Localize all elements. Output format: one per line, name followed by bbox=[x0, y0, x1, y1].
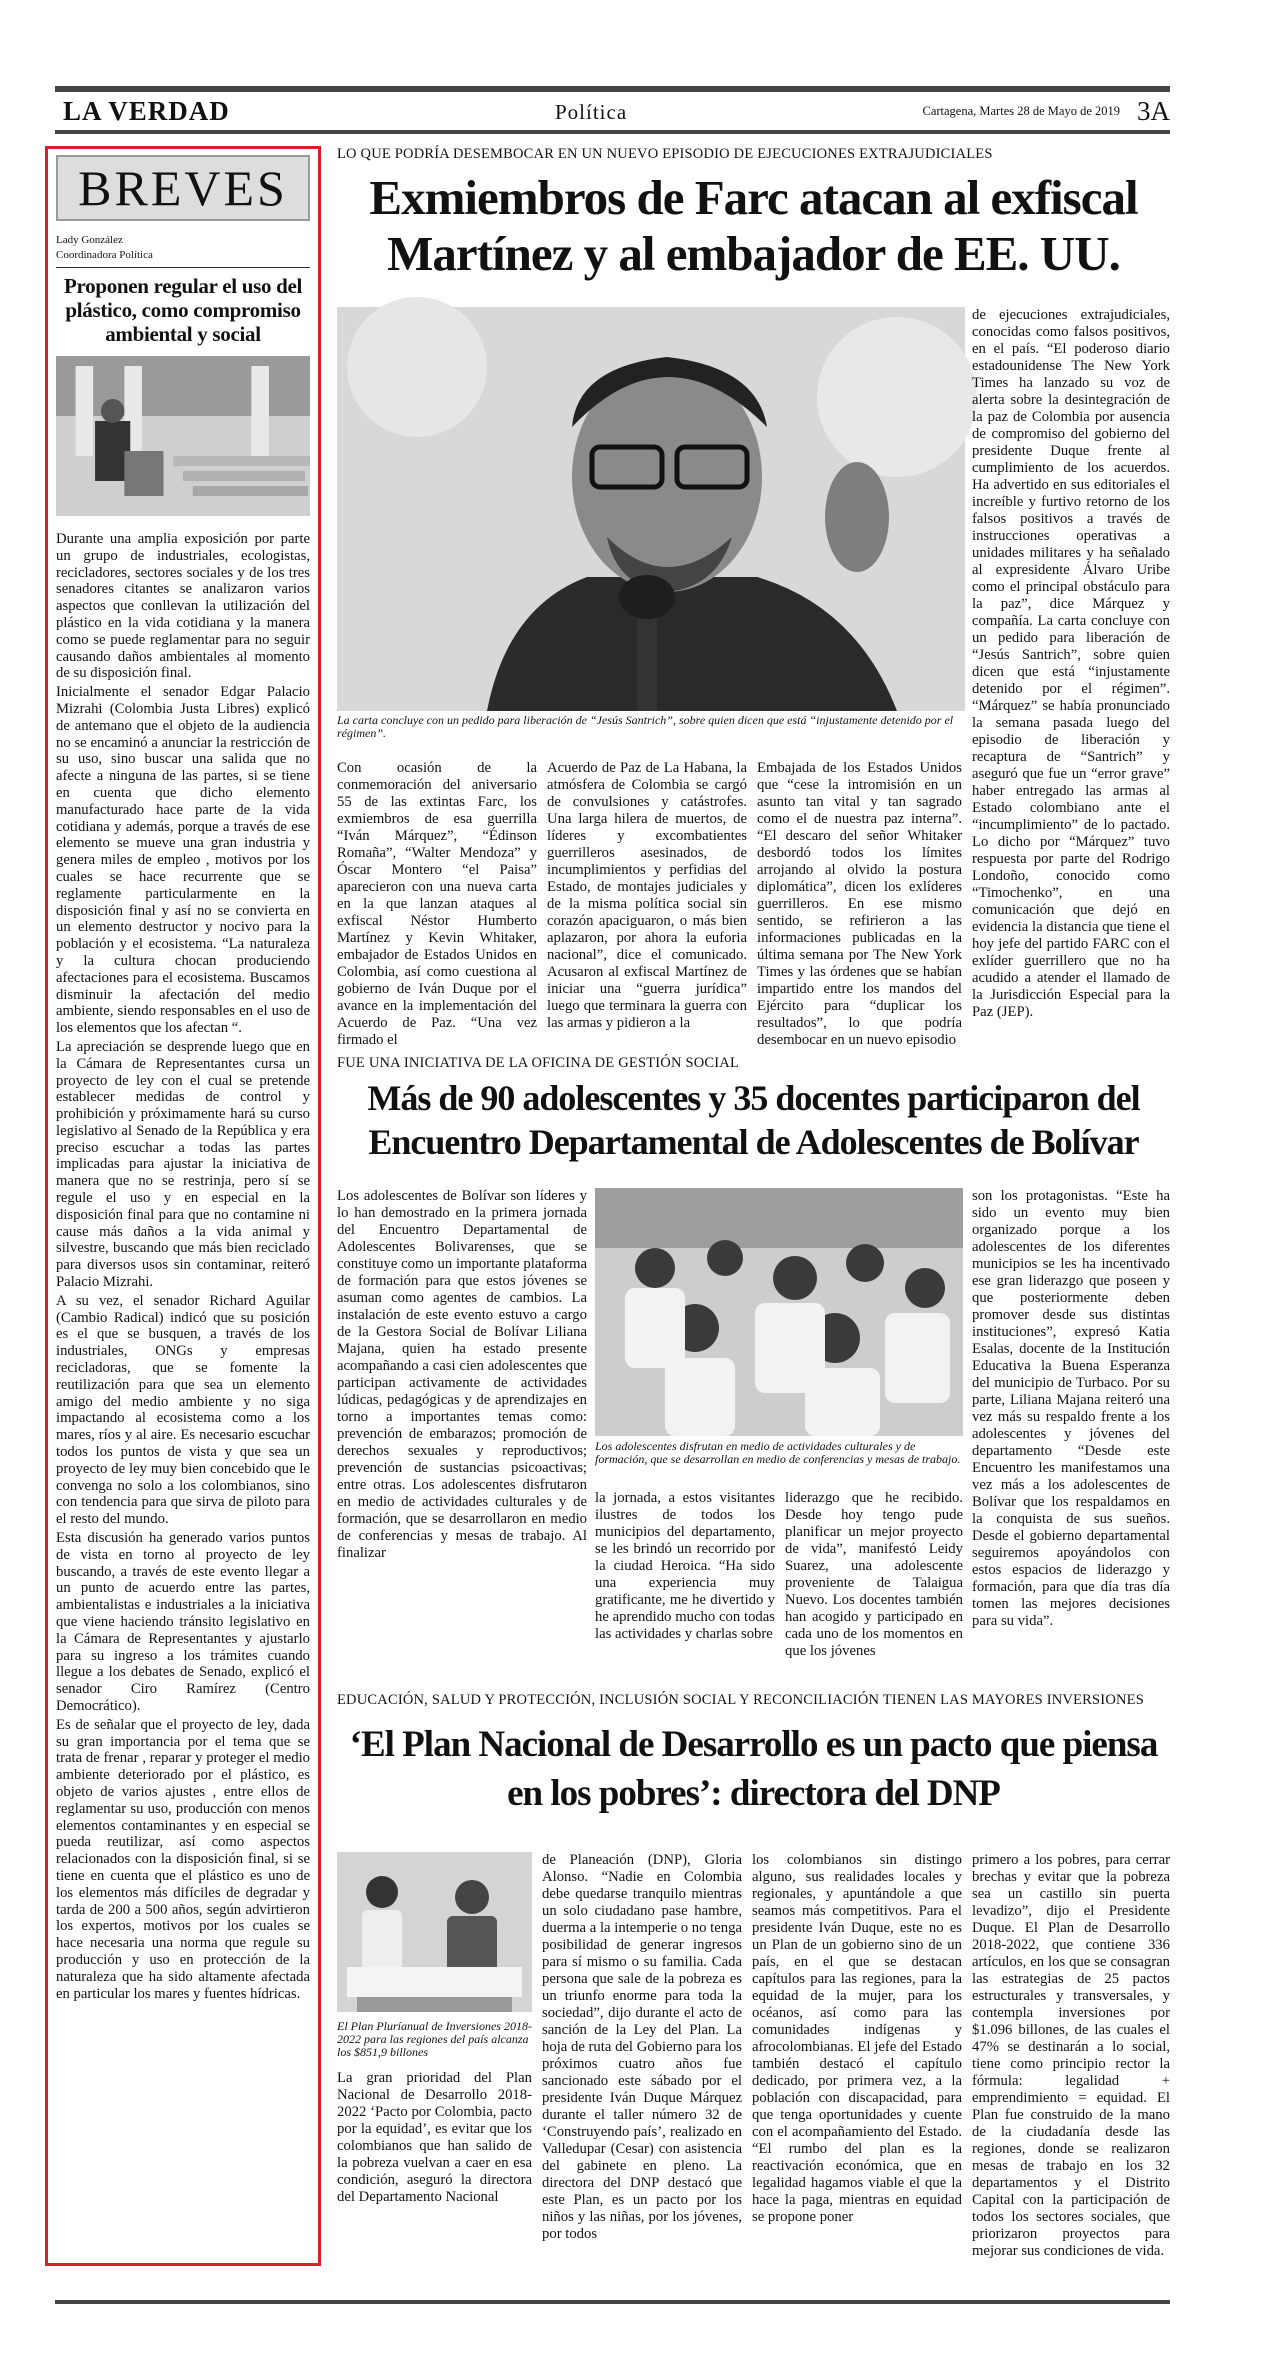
story3-column: los colombianos sin distingo alguno, sus realidades locales y regionales, y apuntándole a que seamos más competitivos. Para el presidente Iván Duque, este no es un Plan de un gobierno sino de un país, en el que se destacan capítulos para las regiones, para la equidad de la mujer, para los océanos, así como para las comunidades indígenas y afrocolombianas. El jefe del Estado también destacó el capítulo dedicado, por primera vez, a la población con discapacidad, para que tenga oportunidades y cuente con el acompañamiento del Estado. “El rumbo del plan es la reactivación económica, que en legalidad hagamos viable el que la hace la paga, mientras en equidad se propone poner bbox=[752, 1852, 962, 2225]
sidebar-paragraph: Inicialmente el senador Edgar Palacio Mizrahi (Colombia Justa Libres) explicó de antemano que el objeto de la audiencia no se encaminó a anunciar la restricción de su uso, sino buscar una salida que no afecte a ninguna de las partes, si se tiene en cuenta que dicho elemento manufacturado hace parte de la vida cotidiana y además, porque a través de ese elemento se mueve una gran industria y genera miles de empleo , motivos por los cuales se hace recurrente que se reglamente particularmente en la disposición final y así no se convierta en un elemento destructor y nocivo para la población y el ecosistema. “La naturaleza y la cultura chocan produciendo afectaciones para el ecosistema. Buscamos disminuir la afectación del medio ambiente, siendo responsables en el uso de los elementos que los afectan “. bbox=[56, 684, 310, 1037]
dnp-photo bbox=[337, 1852, 532, 2012]
sidebar-paragraph: Esta discusión ha generado varios puntos de vista en torno al proyecto de ley buscando, a través de este evento llegar a un punto de acuerdo entre las partes, ambientalistas e industriales a la iniciativa que viene haciendo tránsito legislativo en la Cámara de Representantes y ajustarlo para su ingreso a los trámites cuando llegue a los debates de Senado, explicó el senador Ciro Ramírez (Centro Democrático). bbox=[56, 1530, 310, 1714]
story2-kicker-wrap bbox=[337, 1055, 1170, 1072]
dateline: Cartagena, Martes 28 de Mayo de 2019 bbox=[922, 104, 1120, 118]
story-farc-kicker-wrap bbox=[337, 146, 1170, 163]
sidebar-paragraph: A su vez, el senador Richard Aguilar (Cambio Radical) indicó que su posición es el que se busquen, a través de los industriales, ONGs y empresas recicladoras, que se fomente la reutilización para que sea un elemento amigo del medio ambiente y no siga impactando al ecosistema como a los mares, ríos y al aire. Es necesario escuchar todos los puntos de vista y que sea un proyecto de ley muy bien concebido que le convenga no solo a los colombianos, sino con tendencia para que sirva de piloto para el resto del mundo. bbox=[56, 1292, 310, 1528]
story2-column: liderazgo que he recibido. Desde hoy tengo pude planificar un mejor proyecto de vida”, manifestó Leidy Suarez, una adolescente proveniente de Talaigua Nuevo. Los docentes también han acogido y participado en cada uno de los momentos en que los jóvenes bbox=[785, 1490, 963, 1659]
section-name: Política bbox=[555, 100, 628, 124]
sidebar-paragraph: La apreciación se desprende luego que en la Cámara de Representantes cursa un proyecto de ley con el cual se pretende establecer medidas de control y prohibición y próximamente hará su curso legislativo al Senado de la República y era preciso escuchar a todas las partes implicadas para ajustar la iniciativa de manera que no se restrinja, pero sí se regule el uso y en especial en la disposición final para que no contamine ni cause más daños a la vida animal y silvestre, buscando que más bien reciclado para diversos usos sin contaminar, reiteró Palacio Mizrahi. bbox=[56, 1038, 310, 1291]
story3-kicker-wrap bbox=[337, 1692, 1170, 1709]
breves-title: BREVES bbox=[78, 160, 288, 216]
story3-kicker: EDUCACIÓN, SALUD Y PROTECCIÓN, INCLUSIÓN SOCIAL Y RECONCILIACIÓN TIENEN LAS MAYORES INVERSIONES bbox=[337, 1692, 1144, 1708]
story1-column: Con ocasión de la conmemoración del aniversario 55 de las extintas Farc, los exmiembros de esa guerrilla “Iván Márquez”, “Édinson Romaña”, “Walter Mendoza” y Óscar Montero “el Paisa” aparecieron con una nueva carta en la que lanzan ataques al exfiscal Néstor Humberto Martínez y Kevin Whitaker, embajador de Estados Unidos en Colombia, así como cuestiona al gobierno de Iván Duque por el avance en la implementación del Acuerdo de Paz. “Una vez firmado el bbox=[337, 760, 537, 1048]
breves-sidebar bbox=[45, 146, 321, 2266]
newspaper-name: LA VERDAD bbox=[63, 96, 230, 126]
story1-kicker: LO QUE PODRÍA DESEMBOCAR EN UN NUEVO EPISODIO DE EJECUCIONES EXTRAJUDICIALES bbox=[337, 146, 993, 162]
story2-caption: Los adolescentes disfrutan en medio de actividades culturales y de formación, que se desarrollan en medio de conferencias y mesas de trabajo. bbox=[595, 1439, 961, 1466]
story3-column: de Planeación (DNP), Gloria Alonso. “Nadie en Colombia debe quedarse tranquilo mientras un solo ciudadano pase hambre, duerma a la intemperie o no tenga posibilidad de generar ingresos para sí mismo o su familia. Cada persona que sale de la pobreza es un triunfo enorme para toda la sociedad”, dijo durante el acto de sanción de la Ley del Plan. La hoja de ruta del Gobierno para los próximos cuatro años fue sancionado este sábado por el presidente Iván Duque Márquez durante el taller número 32 de ‘Construyendo país’, realizado en Valledupar (Cesar) con asistencia del gabinete en pleno. La directora del DNP destacó que este Plan, es un pacto por los niños y las niñas, por los jóvenes, por todos bbox=[542, 1852, 742, 2242]
author-name: Lady González bbox=[56, 234, 123, 246]
top-rule bbox=[55, 86, 1170, 92]
sidebar-body bbox=[56, 531, 310, 2002]
sidebar-paragraph: Durante una amplia exposición por parte un grupo de industriales, ecologistas, recicladores, sectores sociales y de los tres senadores citantes se analizaron varios aspectos que conllevan la utilización del plástico en la vida cotidiana y la manera como se puede reglamentar para no seguir causando daños ambientales al momento de su disposición final. bbox=[56, 531, 310, 682]
story3-column: primero a los pobres, para cerrar brechas y evitar que la pobreza sea un castillo sin puerta levadizo”, dijo el Presidente Duque. El Plan de Desarrollo 2018-2022, que contiene 336 artículos, en los que se consagran las estrategias de 25 pactos estructurales y transversales, y contempla inversiones por $1.096 billones, de las cuales el 47% se destinarán a lo social, tiene como principio rector la fórmula: legalidad + emprendimiento = equidad. El Plan fue construido de la mano de la ciudadanía desde las regiones, donde se realizaron mesas de trabajo en los 32 departamentos y el Distrito Capital con la participación de todos los sectores sociales, que priorizaron proyectos para mejorar sus condiciones de vida. bbox=[972, 1852, 1170, 2259]
story2-kicker: FUE UNA INICIATIVA DE LA OFICINA DE GESTIÓN SOCIAL bbox=[337, 1055, 740, 1071]
sidebar-headline: Proponen regular el uso del plástico, como compromiso ambiental y social bbox=[63, 274, 303, 346]
story1-caption: La carta concluye con un pedido para liberación de “Jesús Santrich”, sobre quien dicen que está “injustamente detenido por el régimen”. bbox=[337, 713, 954, 740]
story3-headline: ‘El Plan Nacional de Desarrollo es un pacto que piensa en los pobres’: directora del DNP bbox=[349, 1724, 1158, 1814]
story1-headline: Exmiembros de Farc atacan al exfiscal Martínez y al embajador de EE. UU. bbox=[369, 170, 1138, 281]
adolescents-photo bbox=[595, 1188, 963, 1436]
story2-column: son los protagonistas. “Este ha sido un evento muy bien organizado porque a los adolescentes de los diferentes municipios se les ha incentivado ese gran liderazgo que poseen y que posteriormente deben promover desde sus distintas instituciones”, expresó Katia Esalas, docente de la Institución Educativa la Buena Esperanza del municipio de Turbaco. Por su parte, Liliana Majana reiteró una vez más su respaldo frente a los adolescentes y jóvenes del departamento “Desde este Encuentro les manifestamos una vez más a los adolescentes de Bolívar que los respaldamos en la conquista de sus sueños. Desde el gobierno departamental seguiremos apoyándolos con estos espacios de liderazgo y formación, para que día tras día tomen las mejores decisiones para su vida”. bbox=[972, 1188, 1170, 1629]
story2-headline: Más de 90 adolescentes y 35 docentes participaron del Encuentro Departamental de Adolescentes de Bolívar bbox=[367, 1078, 1140, 1162]
byline bbox=[56, 233, 310, 263]
author-role: Coordinadora Política bbox=[56, 249, 153, 261]
story1-right-column: de ejecuciones extrajudiciales, conocidas como falsos positivos, en el país. “El poderoso diario estadounidense The New York Times ha lanzado su voz de alerta sobre la desintegración de la paz de Colombia por ausencia de compromiso del gobierno del presidente Duque frente al cumplimiento de los acuerdos. Ha advertido en sus editoriales el increíble y furtivo retorno de los falsos positivos a través de instrucciones operativas a unidades militares y ha señalado al expresidente Álvaro Uribe como el principal obstáculo para la paz”, dice Márquez y compañía. La carta concluye con un pedido para liberación de “Jesús Santrich”, sobre quien dicen que está “injustamente detenido por el régimen”. “Márquez” se había pronunciado la semana pasada luego del episodio de liberación y recaptura de “Santrich” y aseguró que fue un “error grave” haber entregado las armas al Estado colombiano ante el “incumplimiento” de lo pactado. Lo dicho por “Márquez” tuvo respuesta por parte del Rodrigo Londoño, conocido como “Timochenko”, en una comunicación que dejó en evidencia la distancia que tiene el hoy jefe del partido FARC con el exlíder guerrillero que no ha acudido a atender el llamado de la Jurisdicción Especial para la Paz (JEP). bbox=[972, 307, 1170, 1020]
story2-column: Los adolescentes de Bolívar son líderes y lo han demostrado en la primera jornada del Encuentro Departamental de Adolescentes Bolivarenses, que se constituye como un importante plataforma de formación para que estos jóvenes se asuman como agentes de cambios. La instalación de este evento estuvo a cargo de la Gestora Social de Bolívar Liliana Majana, quien ha estado presente acompañando a casi cien adolescentes que participan activamente de actividades lúdicas, pedagógicas y de aprendizajes en torno a importantes temas como: prevención de embarazos; promoción de derechos sexuales y reproductivos; prevención de sustancias psicoactivas; entre otras. Los adolescentes disfrutaron en medio de actividades culturales y de formación, que se desarrollaron en medio de conferencias y mesas de trabajo. Al finalizar bbox=[337, 1188, 587, 1561]
masthead bbox=[55, 96, 1170, 128]
breves-banner bbox=[56, 155, 310, 221]
story2-column: la jornada, a estos visitantes ilustres de todos los municipios del departamento, se les brindó un recorrido por la ciudad Heroica. “Ha sido una experiencia muy gratificante, me he divertido y he aprendido mucho con todas las actividades y charlas sobre bbox=[595, 1490, 775, 1642]
sidebar-paragraph: Es de señalar que el proyecto de ley, dada su gran importancia por el tema que se trata de frenar , reparar y proteger el medio ambiente deteriorado por el plástico, es objeto de varios ajustes , entre ellos de reglamentar su uso, producción con menos elementos contaminantes y en especial se pueda reutilizar, así como aspectos relacionados con la disposición final, si se tiene en cuenta que el plástico es uno de los elementos más difíciles de degradar y tarda de 200 a 500 años, según advirtieron los expertos, motivos por los cuales se hace necesaria una norma que regule su producción y uso en protección de la naturaleza que ha sido altamente afectada en particular los mares y fuentes hídricas. bbox=[56, 1716, 310, 2002]
divider bbox=[56, 267, 310, 268]
conference-photo bbox=[56, 356, 310, 516]
masthead-rule bbox=[55, 130, 1170, 134]
story1-column: Acuerdo de Paz de La Habana, la atmósfera de Colombia se cargó de convulsiones y catástrofes. Una larga hilera de muertos, de líderes y excombatientes guerrilleros asesinados, de incumplimientos y perfidias del Estado, de montajes judiciales y de la misma política social sin corazón apaciguaron, o más bien aplazaron, por ahora la euforia nacional”, dice el comunicado. Acusaron al exfiscal Martínez de iniciar una “guerra jurídica” luego que terminara la guerra con las armas y pidieron a la bbox=[547, 760, 747, 1031]
story3-column: La gran prioridad del Plan Nacional de Desarrollo 2018-2022 ‘Pacto por Colombia, pacto por la equidad’, es evitar que los colombianos que han salido de la pobreza vuelvan a caer en esa condición, aseguró la directora del Departamento Nacional bbox=[337, 2070, 532, 2205]
story1-column: Embajada de los Estados Unidos que “cese la intromisión en un asunto tan vital y tan sagrado como el de nuestra paz interna”. “El descaro del señor Whitaker desbordó todos los límites arrojando al olvido la postura diplomática”, dicen los exlíderes guerrilleros. En ese mismo sentido, se refirieron a las informaciones publicadas en la última semana por The New York Times y las órdenes que se habían impartido entre los mandos del Ejército para “duplicar los resultados”, lo que podría desembocar en un nuevo episodio bbox=[757, 760, 962, 1048]
page-number: 3A bbox=[1137, 96, 1170, 126]
story3-caption: El Plan Pluríanual de Inversiones 2018-2022 para las regiones del país alcanza los $851,9 billones bbox=[337, 2019, 532, 2059]
bottom-rule bbox=[55, 2300, 1170, 2304]
marquez-photo bbox=[337, 307, 965, 711]
